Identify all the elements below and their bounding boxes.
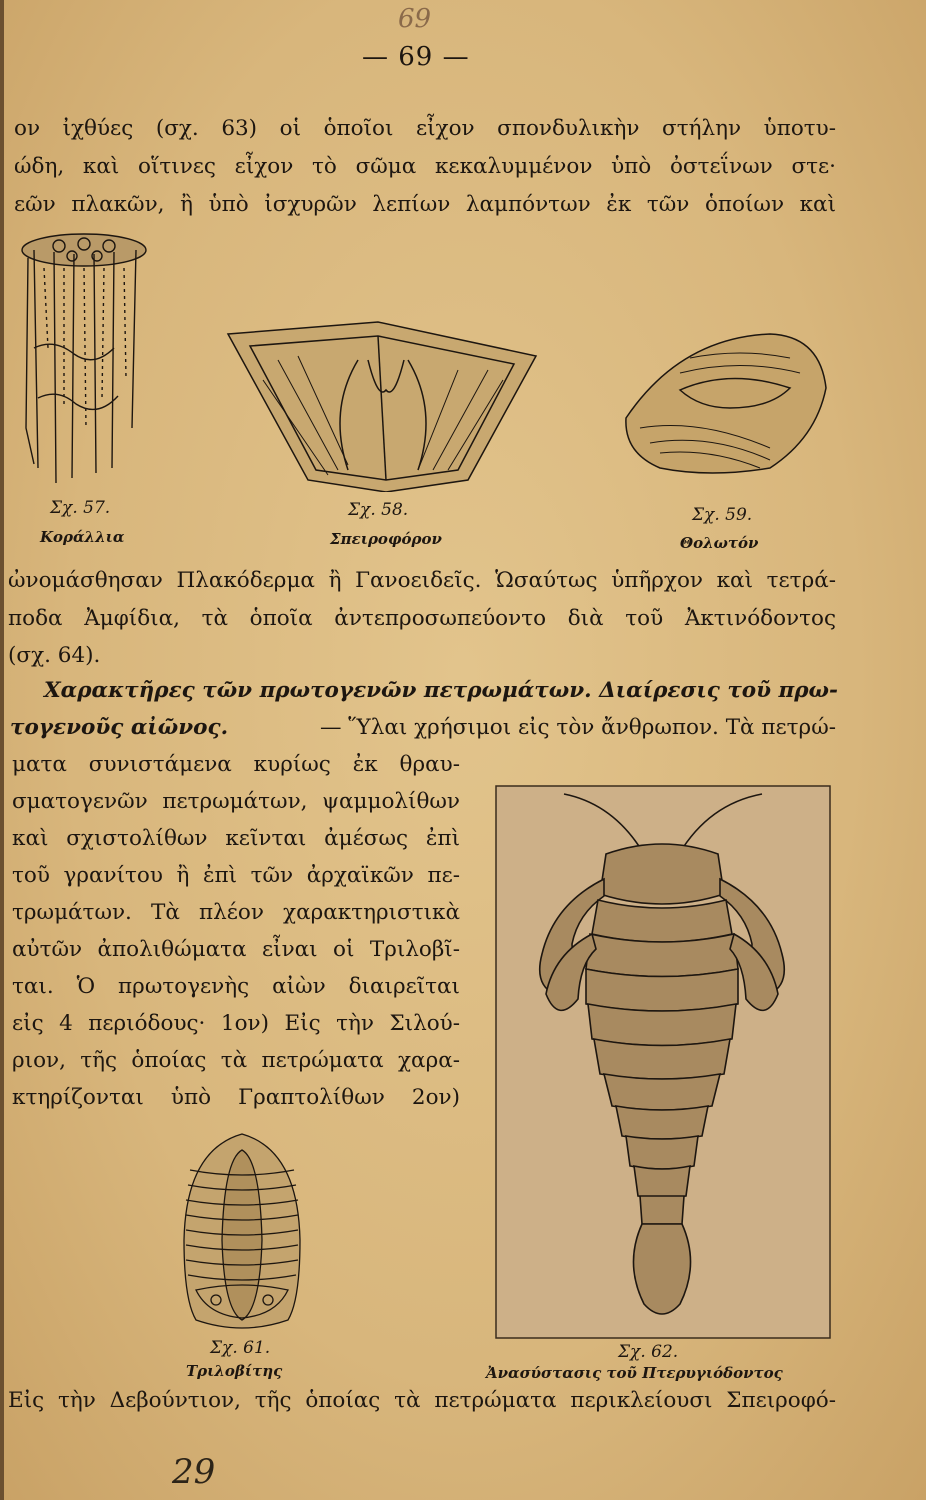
section-heading-part1: Χαρακτῆρες τῶν πρωτογενῶν πετρωμάτων. Διαίρεσις τοῦ πρω-: [44, 678, 838, 703]
column-line-10: κτηρίζονται ὑπὸ Γραπτολίθων 2ον): [12, 1085, 460, 1110]
text-line-5: ποδα Ἀμφίδια, τὰ ὁποῖα ἀντεπροσωπεύοντο διὰ τοῦ Ἀκτινόδοντος: [8, 606, 836, 631]
column-line-4: τοῦ γρανίτου ἢ ἐπὶ τῶν ἀρχαϊκῶν πε-: [12, 863, 460, 888]
fig57-number: Σχ. 57.: [50, 498, 111, 518]
handwritten-page-number: 69: [398, 4, 432, 34]
page-left-edge: [0, 0, 4, 1500]
text-line-4: ὠνομάσθησαν Πλακόδερμα ἢ Γανοειδεῖς. Ὡσαύτως ὑπῆρχον καὶ τετρά-: [8, 568, 836, 593]
section-heading-part2: τογενοῦς αἰῶνος.: [10, 715, 229, 740]
column-line-2: σματογενῶν πετρωμάτων, ψαμμολίθων: [12, 789, 460, 814]
column-line-5: τρωμάτων. Τὰ πλέον χαρακτηριστικὰ: [12, 900, 460, 925]
fig58-number: Σχ. 58.: [348, 500, 409, 520]
coral-figure: [14, 228, 164, 490]
fig61-number: Σχ. 61.: [210, 1338, 271, 1358]
fig59-caption: Θολωτόν: [680, 534, 759, 552]
column-line-7: ται. Ὁ πρωτογενὴς αἰὼν διαιρεῖται: [12, 974, 460, 999]
fig59-number: Σχ. 59.: [692, 505, 753, 525]
fig57-caption: Κοράλλια: [40, 528, 125, 546]
column-line-3: καὶ σχιστολίθων κεῖνται ἀμέσως ἐπὶ: [12, 826, 460, 851]
text-line-bottom: Εἰς τὴν Δεβούντιον, τῆς ὁποίας τὰ πετρώματα περικλείουσι Σπειροφό-: [8, 1388, 836, 1413]
fig58-caption: Σπειροφόρον: [330, 530, 442, 548]
heading-continuation: — Ὕλαι χρήσιμοι εἰς τὸν ἄνθρωπον. Τὰ πετρώ-: [319, 715, 836, 740]
fig62-caption: Ἀνασύστασις τοῦ Πτερυγιόδοντος: [486, 1364, 783, 1382]
column-line-8: εἰς 4 περιόδους· 1ον) Εἰς τὴν Σιλού-: [12, 1011, 460, 1036]
text-line-3: εῶν πλακῶν, ἢ ὑπὸ ἰσχυρῶν λεπίων λαμπόντων ἐκ τῶν ὁποίων καὶ: [14, 192, 836, 217]
column-line-6: αὐτῶν ἀπολιθώματα εἶναι οἱ Τριλοβῖ-: [12, 937, 460, 962]
column-line-9: ριον, τῆς ὁποίας τὰ πετρώματα χαρα-: [12, 1048, 460, 1073]
column-line-1: ματα συνιστάμενα κυρίως ἐκ θραυ-: [12, 752, 460, 777]
brachiopod-figure: [218, 320, 548, 492]
shell-figure: [620, 328, 830, 478]
page-number: — 69 —: [362, 42, 470, 72]
section-heading-line2: [10, 717, 836, 739]
text-line-6: (σχ. 64).: [8, 643, 101, 668]
text-line-1: ον ἰχθύες (σχ. 63) οἱ ὁποῖοι εἶχον σπονδυλικὴν στήλην ὑποτυ-: [14, 116, 836, 141]
trilobite-figure: [176, 1130, 308, 1336]
fig62-number: Σχ. 62.: [618, 1342, 679, 1362]
fig61-caption: Τριλοβίτης: [186, 1362, 283, 1380]
text-line-2: ώδη, καὶ οἵτινες εἶχον τὸ σῶμα κεκαλυμμένον ὑπὸ ὀστεΐνων στε·: [14, 154, 836, 179]
handwritten-signature: 29: [172, 1452, 216, 1492]
pterygotus-figure: [494, 784, 832, 1340]
